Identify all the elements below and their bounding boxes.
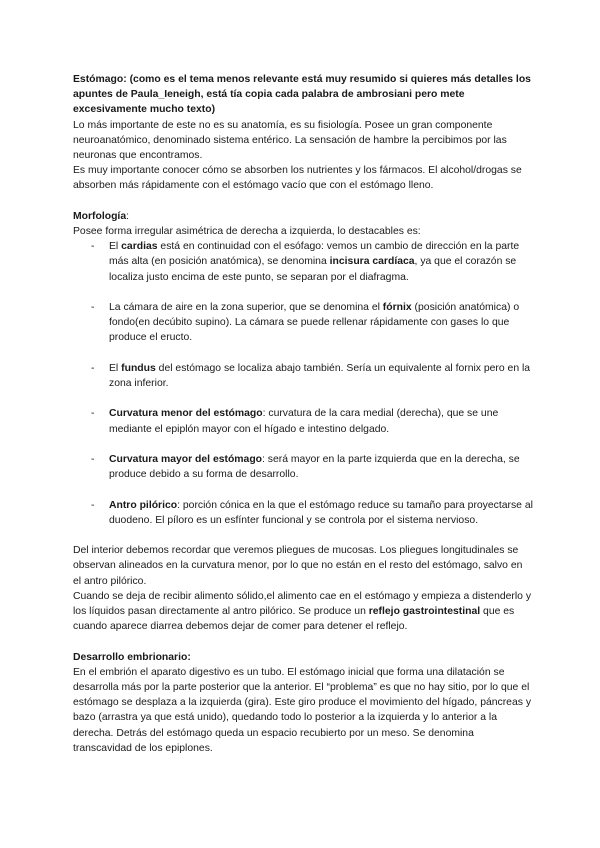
list-item-curvatura-mayor: - Curvatura mayor del estómago: será mayor en la parte izquierda que en la derecha, se produce debido a su forma de desarrollo. <box>91 454 520 481</box>
morfologia-heading: Morfología: <box>73 210 129 222</box>
document-page <box>73 72 533 756</box>
list-dash: - <box>91 408 95 420</box>
desarrollo-paragraph: En el embrión el aparato digestivo es un tubo. El estómago inicial que forma una dilatación se desarrolla más por la parte posterior que la anterior. El “problema” es que no hay sitio, por lo que el estómago se desplaza a la izquierda (gira). Este giro produce el movimiento del hígado, páncreas y bazo (arrastra ya que está unido), quedando todo lo posterior a la izquierda y lo anterior a la derecha. Detrás del estómago queda un espacio recubierto por un meso. Se denomina transcavidad de los epiplones. <box>73 666 532 754</box>
list-dash: - <box>91 241 95 253</box>
list-dash: - <box>91 302 95 314</box>
morfologia-list <box>73 239 533 528</box>
list-item-antro-pilorico: - Antro pilórico: porción cónica en la que el estómago reduce su tamaño para proyectarse al duodeno. El píloro es un esfínter funcional y se controla por el sistema nervioso. <box>91 499 533 526</box>
list-item-cardias: - El cardias está en continuidad con el esófago: vemos un cambio de dirección en la parte más alta (en posición anatómica), se denomina incisura cardíaca, ya que el corazón se localiza justo encima de este punto, se separan por el diafragma. <box>91 241 520 283</box>
interior-paragraph-2: Cuando se deja de recibir alimento sólido,el alimento cae en el estómago y empieza a distenderlo y los líquidos pasan directamente al antro pilórico. Se produce un reflejo gastrointestinal que es cuando aparece diarrea debemos dejar de comer para detener el reflejo. <box>73 590 532 633</box>
list-dash: - <box>91 454 95 465</box>
intro-paragraph-1: Lo más importante de este no es su anatomía, es su fisiología. Posee un gran componente neuroanatómico, denominado sistema entérico. La sensación de hambre la percibimos por las neuronas que encontramos. <box>73 119 507 162</box>
morfologia-lead: Posee forma irregular asimétrica de derecha a izquierda, lo destacables es: <box>73 226 421 238</box>
intro-paragraph-2: Es muy importante conocer cómo se absorben los nutrientes y los fármacos. El alcohol/drogas se absorben más rápidamente con el estómago vacío que con el estómago lleno. <box>73 165 522 192</box>
interior-paragraph-1: Del interior debemos recordar que veremos pliegues de mucosas. Los pliegues longitudinales se observan alineados en la curvatura menor, por lo que no están en el resto del estómago, salvo en el antro pilórico. <box>73 545 523 587</box>
document-title: Estómago: (como es el tema menos relevante está muy resumido si quieres más detalles los apuntes de Paula_Ieneigh, está tía copia cada palabra de ambrosiani pero mete excesivamente mucho texto) <box>73 74 531 116</box>
desarrollo-heading: Desarrollo embrionario: <box>73 651 191 663</box>
list-dash: - <box>91 499 95 511</box>
list-item-curvatura-menor: - Curvatura menor del estómago: curvatura de la cara medial (derecha), que se une mediante el epiplón mayor con el hígado e intestino delgado. <box>91 408 499 435</box>
list-dash: - <box>91 362 95 374</box>
list-item-fornix: - La cámara de aire en la zona superior, que se denomina el fórnix (posición anatómica) o fondo(en decúbito supino). La cámara se puede rellenar rápidamente con gases lo que produce el eructo. <box>91 302 520 344</box>
list-item-fundus: - El fundus del estómago se localiza abajo también. Sería un equivalente al fornix pero en la zona inferior. <box>91 362 531 390</box>
